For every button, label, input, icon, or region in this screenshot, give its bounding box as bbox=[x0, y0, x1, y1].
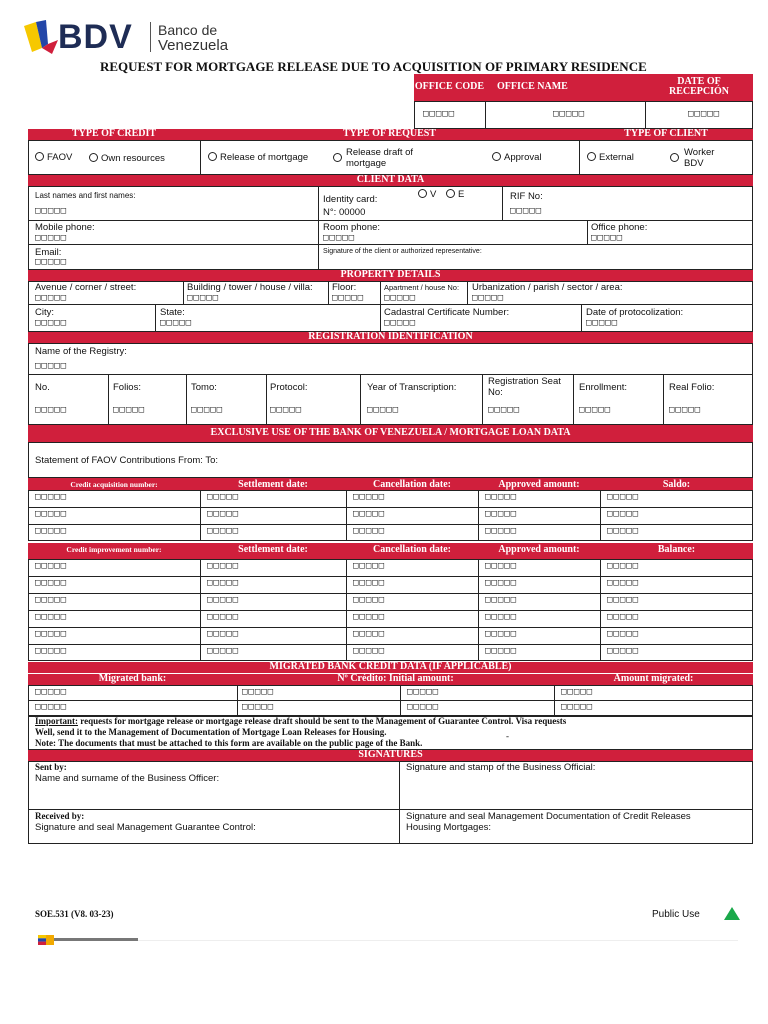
table-cell[interactable]: □□□□□ bbox=[485, 612, 518, 622]
office-name-header: OFFICE NAME bbox=[485, 74, 645, 101]
footer-rule bbox=[38, 940, 738, 941]
floor-label: Floor: bbox=[332, 282, 357, 293]
table-cell[interactable]: □□□□□ bbox=[207, 561, 240, 571]
office-code-value[interactable]: □□□□□ bbox=[423, 109, 456, 119]
table-header-cell: Credit acquisition number: bbox=[28, 478, 200, 490]
floor-value[interactable]: □□□□□ bbox=[332, 293, 365, 303]
type-of-client-header: TYPE OF CLIENT bbox=[579, 129, 753, 140]
v-radio[interactable] bbox=[418, 189, 427, 198]
names-value[interactable]: □□□□□ bbox=[35, 206, 68, 216]
table-header-cell: Saldo: bbox=[600, 478, 753, 490]
improvement-table bbox=[28, 543, 753, 662]
client-data-header: CLIENT DATA bbox=[28, 175, 753, 186]
table-cell[interactable]: □□□□□ bbox=[35, 492, 68, 502]
mobile-label: Mobile phone: bbox=[35, 222, 95, 233]
registry-name-value[interactable]: □□□□□ bbox=[35, 361, 68, 371]
table-cell[interactable]: □□□□□ bbox=[485, 561, 518, 571]
note-dash: - bbox=[506, 731, 509, 741]
property-details-header: PROPERTY DETAILS bbox=[28, 270, 753, 281]
amount-migrated-header: Amount migrated: bbox=[554, 674, 753, 685]
faov-option[interactable]: FAOV bbox=[35, 152, 72, 163]
reg-no-value[interactable]: □□□□□ bbox=[35, 405, 68, 415]
table-header-cell: Balance: bbox=[600, 543, 753, 559]
email-label: Email: bbox=[35, 247, 62, 258]
state-value[interactable]: □□□□□ bbox=[160, 318, 193, 328]
table-cell[interactable]: □□□□□ bbox=[607, 612, 640, 622]
type-of-request-header: TYPE OF REQUEST bbox=[200, 129, 579, 140]
reg-no-label: No. bbox=[35, 382, 50, 393]
table-cell[interactable]: □□□□□ bbox=[207, 526, 240, 536]
city-value[interactable]: □□□□□ bbox=[35, 318, 68, 328]
external-option[interactable]: External bbox=[587, 152, 634, 163]
table-cell[interactable]: □□□□□ bbox=[485, 492, 518, 502]
table-cell[interactable]: □□□□□ bbox=[607, 492, 640, 502]
logo-text: BDV bbox=[58, 18, 133, 56]
room-label: Room phone: bbox=[323, 222, 381, 233]
table-cell[interactable]: □□□□□ bbox=[353, 612, 386, 622]
table-cell[interactable]: □□□□□ bbox=[35, 509, 68, 519]
approval-radio[interactable] bbox=[492, 152, 501, 161]
e-option[interactable]: E bbox=[446, 189, 464, 200]
table-body bbox=[28, 490, 753, 541]
registration-header: REGISTRATION IDENTIFICATION bbox=[28, 332, 753, 343]
faov-radio[interactable] bbox=[35, 152, 44, 161]
table-cell[interactable]: □□□□□ bbox=[607, 578, 640, 588]
table-cell[interactable]: □□□□□ bbox=[207, 492, 240, 502]
table-cell[interactable]: □□□□□ bbox=[207, 595, 240, 605]
table-cell[interactable]: □□□□□ bbox=[607, 629, 640, 639]
protocol-date-value[interactable]: □□□□□ bbox=[586, 318, 619, 328]
business-officer-label: Name and surname of the Business Officer: bbox=[35, 773, 220, 784]
table-cell[interactable]: □□□□□ bbox=[207, 612, 240, 622]
apartment-label: Apartment / house No: bbox=[384, 283, 460, 292]
table-cell[interactable]: □□□□□ bbox=[35, 578, 68, 588]
cadastral-label: Cadastral Certificate Number: bbox=[384, 307, 510, 318]
received-by-label: Received by: bbox=[35, 811, 85, 821]
cadastral-value[interactable]: □□□□□ bbox=[384, 318, 417, 328]
seat-label: Registration Seat No: bbox=[488, 376, 561, 398]
enrollment-value[interactable]: □□□□□ bbox=[579, 405, 612, 415]
urbanization-value[interactable]: □□□□□ bbox=[472, 293, 505, 303]
office-phone-value[interactable]: □□□□□ bbox=[591, 233, 624, 243]
type-of-credit-header: TYPE OF CREDIT bbox=[28, 129, 200, 140]
date-reception-header bbox=[645, 74, 753, 101]
enrollment-label: Enrollment: bbox=[579, 382, 628, 393]
avenue-value[interactable]: □□□□□ bbox=[35, 293, 68, 303]
tomo-value[interactable]: □□□□□ bbox=[191, 405, 224, 415]
office-phone-label: Office phone: bbox=[591, 222, 648, 233]
table-cell[interactable]: □□□□□ bbox=[607, 646, 640, 656]
table-cell[interactable]: □□□□□ bbox=[607, 595, 640, 605]
identity-label: Identity card: bbox=[323, 194, 378, 205]
office-name-value[interactable]: □□□□□ bbox=[553, 109, 586, 119]
exclusive-header: EXCLUSIVE USE OF THE BANK OF VENEZUELA / MORTGAGE LOAN DATA bbox=[28, 425, 753, 442]
logo-divider bbox=[150, 22, 151, 52]
rif-value[interactable]: □□□□□ bbox=[510, 206, 543, 216]
table-cell[interactable]: □□□□□ bbox=[485, 646, 518, 656]
credito-header: Nº Crédito: Initial amount: bbox=[237, 674, 554, 685]
migrated-cell[interactable]: □□□□□ bbox=[407, 702, 440, 712]
protocol-value[interactable]: □□□□□ bbox=[270, 405, 303, 415]
protocol-date-label: Date of protocolization: bbox=[586, 307, 684, 318]
flag-stripe-icon bbox=[38, 935, 138, 945]
office-code-header: OFFICE CODE bbox=[414, 74, 485, 101]
table-header-cell: Credit improvement number: bbox=[28, 543, 200, 559]
state-label: State: bbox=[160, 307, 185, 318]
bdv-logo-mark bbox=[22, 18, 62, 56]
registry-name-label: Name of the Registry: bbox=[35, 346, 127, 357]
avenue-label: Avenue / corner / street: bbox=[35, 282, 137, 293]
table-cell[interactable]: □□□□□ bbox=[485, 526, 518, 536]
table-cell[interactable]: □□□□□ bbox=[485, 509, 518, 519]
signatures-header: SIGNATURES bbox=[28, 750, 753, 761]
table-cell[interactable]: □□□□□ bbox=[207, 646, 240, 656]
acquisition-table bbox=[28, 478, 753, 543]
tomo-label: Tomo: bbox=[191, 382, 217, 393]
names-label: Last names and first names: bbox=[35, 191, 136, 200]
note-line-3: Note: The documents that must be attached to this form are available on the public page of the Bank. bbox=[35, 738, 423, 748]
table-cell[interactable]: □□□□□ bbox=[35, 595, 68, 605]
table-cell[interactable]: □□□□□ bbox=[353, 561, 386, 571]
migrated-header: MIGRATED BANK CREDIT DATA (IF APPLICABLE) bbox=[28, 662, 753, 673]
table-cell[interactable]: □□□□□ bbox=[353, 509, 386, 519]
building-value[interactable]: □□□□□ bbox=[187, 293, 220, 303]
triangle-icon bbox=[724, 907, 740, 920]
table-cell[interactable]: □□□□□ bbox=[35, 612, 68, 622]
table-cell[interactable]: □□□□□ bbox=[353, 526, 386, 536]
bank-line-2: Venezuela bbox=[158, 37, 229, 54]
date-reception-line1: DATE OF bbox=[677, 76, 721, 87]
table-cell[interactable]: □□□□□ bbox=[485, 629, 518, 639]
folios-value[interactable]: □□□□□ bbox=[113, 405, 146, 415]
table-cell[interactable]: □□□□□ bbox=[35, 561, 68, 571]
note-line-2: Well, send it to the Management of Documentation of Mortgage Loan Releases for Housing. bbox=[35, 727, 387, 737]
table-header-cell: Settlement date: bbox=[200, 543, 346, 559]
release-draft-radio[interactable] bbox=[333, 153, 342, 162]
mobile-value[interactable]: □□□□□ bbox=[35, 233, 68, 243]
e-radio[interactable] bbox=[446, 189, 455, 198]
release-mortgage-radio[interactable] bbox=[208, 152, 217, 161]
room-value[interactable]: □□□□□ bbox=[323, 233, 356, 243]
urbanization-label: Urbanization / parish / sector / area: bbox=[472, 282, 623, 293]
statement-label: Statement of FAOV Contributions From: To: bbox=[35, 455, 219, 466]
table-cell[interactable]: □□□□□ bbox=[353, 646, 386, 656]
date-reception-line2: RECEPCIÓN bbox=[668, 86, 729, 97]
own-resources-option[interactable]: Own resources bbox=[89, 153, 165, 164]
table-cell[interactable]: □□□□□ bbox=[607, 561, 640, 571]
table-header-cell: Approved amount: bbox=[478, 478, 600, 490]
real-folio-label: Real Folio: bbox=[669, 382, 715, 393]
worker-bdv-label: Worker BDV bbox=[684, 147, 715, 169]
sent-by-label: Sent by: bbox=[35, 762, 67, 772]
table-cell[interactable]: □□□□□ bbox=[207, 578, 240, 588]
guarantee-control-label: Signature and seal Management Guarantee Control: bbox=[35, 822, 256, 833]
business-official-stamp-label: Signature and stamp of the Business Official: bbox=[406, 762, 596, 773]
approval-option[interactable]: Approval bbox=[492, 152, 542, 163]
year-value[interactable]: □□□□□ bbox=[367, 405, 400, 415]
own-resources-radio[interactable] bbox=[89, 153, 98, 162]
table-header-cell: Approved amount: bbox=[478, 543, 600, 559]
form-code: SOE.531 (V8. 03-23) bbox=[35, 909, 114, 919]
external-radio[interactable] bbox=[587, 152, 596, 161]
table-cell[interactable]: □□□□□ bbox=[607, 526, 640, 536]
real-folio-value[interactable]: □□□□□ bbox=[669, 405, 702, 415]
table-cell[interactable]: □□□□□ bbox=[485, 595, 518, 605]
table-cell[interactable]: □□□□□ bbox=[207, 629, 240, 639]
release-mortgage-option[interactable]: Release of mortgage bbox=[208, 152, 308, 163]
migrated-cell[interactable]: □□□□□ bbox=[35, 702, 68, 712]
date-reception-value[interactable]: □□□□□ bbox=[688, 109, 721, 119]
table-header-cell: Settlement date: bbox=[200, 478, 346, 490]
identity-value[interactable]: N°: 00000 bbox=[323, 207, 366, 218]
building-label: Building / tower / house / villa: bbox=[187, 282, 313, 293]
release-draft-label: Release draft of mortgage bbox=[346, 147, 414, 169]
table-cell[interactable]: □□□□□ bbox=[35, 629, 68, 639]
bdv-logo bbox=[22, 18, 242, 58]
table-cell[interactable]: □□□□□ bbox=[353, 492, 386, 502]
folios-label: Folios: bbox=[113, 382, 141, 393]
table-cell[interactable]: □□□□□ bbox=[353, 629, 386, 639]
city-label: City: bbox=[35, 307, 54, 318]
table-cell[interactable]: □□□□□ bbox=[485, 578, 518, 588]
table-cell[interactable]: □□□□□ bbox=[607, 509, 640, 519]
table-cell[interactable]: □□□□□ bbox=[35, 646, 68, 656]
seat-value[interactable]: □□□□□ bbox=[488, 405, 521, 415]
table-cell[interactable]: □□□□□ bbox=[353, 578, 386, 588]
migrated-cell[interactable]: □□□□□ bbox=[35, 687, 68, 697]
migrated-cell[interactable]: □□□□□ bbox=[242, 687, 275, 697]
important-label: Important: bbox=[35, 716, 78, 726]
email-value[interactable]: □□□□□ bbox=[35, 257, 68, 267]
year-label: Year of Transcription: bbox=[367, 382, 457, 393]
apartment-value[interactable]: □□□□□ bbox=[384, 293, 417, 303]
worker-bdv-radio[interactable] bbox=[670, 153, 679, 162]
documentation-label: Signature and seal Management Documentation of Credit Releases Housing Mortgages: bbox=[406, 811, 691, 833]
table-cell[interactable]: □□□□□ bbox=[353, 595, 386, 605]
public-use-label: Public Use bbox=[652, 909, 700, 920]
client-signature-label: Signature of the client or authorized representative: bbox=[323, 248, 482, 255]
reg-protocol-label: Protocol: bbox=[270, 382, 308, 393]
table-cell[interactable]: □□□□□ bbox=[35, 526, 68, 536]
migrated-cell[interactable]: □□□□□ bbox=[561, 687, 594, 697]
bank-line-1: Banco de bbox=[158, 22, 218, 38]
table-header-cell: Cancellation date: bbox=[346, 543, 478, 559]
table-header-cell: Cancellation date: bbox=[346, 478, 478, 490]
v-option[interactable]: V bbox=[418, 189, 436, 200]
table-cell[interactable]: □□□□□ bbox=[207, 509, 240, 519]
migrated-bank-header: Migrated bank: bbox=[28, 674, 237, 685]
migrated-cell[interactable]: □□□□□ bbox=[242, 702, 275, 712]
migrated-cell[interactable]: □□□□□ bbox=[561, 702, 594, 712]
migrated-cell[interactable]: □□□□□ bbox=[407, 687, 440, 697]
form-title: REQUEST FOR MORTGAGE RELEASE DUE TO ACQUISITION OF PRIMARY RESIDENCE bbox=[100, 59, 647, 74]
note-line-1: Important: requests for mortgage release or mortgage release draft should be sent to the Management of Guarantee Control. Visa requests bbox=[35, 716, 567, 726]
rif-label: RIF No: bbox=[510, 191, 543, 202]
